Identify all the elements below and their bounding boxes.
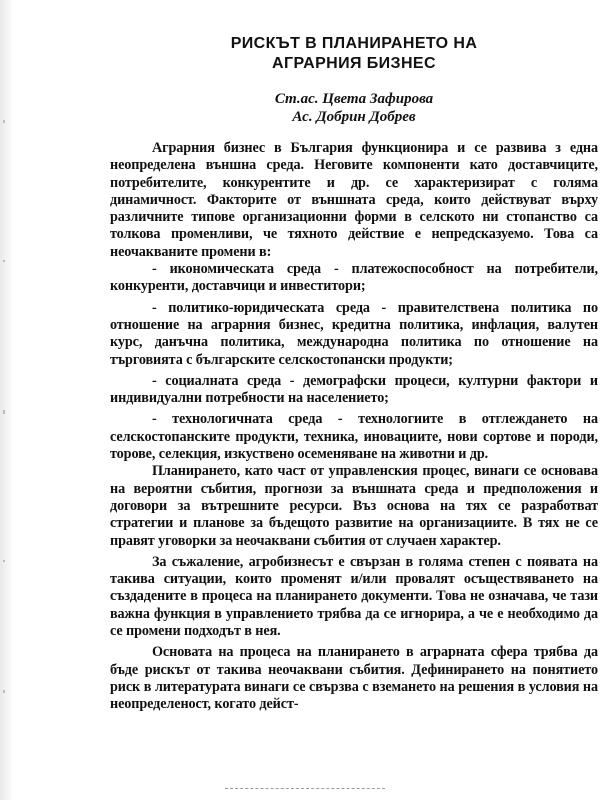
authors-block: [110, 90, 598, 126]
list-item-economic: - икономическата среда - платежоспособност на потребители, конкуренти, доставчици и инвеститори;: [110, 261, 598, 295]
list-item-social: - социалната среда - демографски процеси, културни фактори и индивидуални потребности на населението;: [110, 372, 598, 407]
page-bottom-artifact: [225, 788, 385, 791]
author-1: Ст.ас. Цвета Зафирова: [274, 91, 434, 107]
author-2: Ас. Добрин Добрев: [292, 109, 416, 125]
document-page: [110, 34, 598, 714]
body-text: [110, 140, 598, 714]
paragraph-planning: Планирането, като част от управленския процес, винаги се основава на вероятни събития, прогнози за външната среда и предположения и договори за вътрешните ресурси. Въз основа на тях се разработват стратегии и планове за бъдещото развитие на организациите. В тях не се правят уговорки за неочаквани събития от случаен характер.: [110, 463, 598, 549]
paragraph-agribusiness: За съжаление, агробизнесът е свързан в голяма степен с появата на такива ситуации, които променят и/или провалят осъществяването на създадените в процеса на планирането документи. Това не означава, че тази важна функция в управлението трябва да се игнорира, а че е необходимо да се промени подходът в нея.: [110, 553, 598, 640]
document-title: [110, 34, 598, 74]
list-item-technological: - технологичната среда - технологиите в отглеждането на селскостопанските продукти, техника, иновациите, нови сортове и породи, торове, селекция, изкуствено осеменяване на животни и др.: [110, 411, 598, 463]
paragraph-risk-basis: Основата на процеса на планирането в аграрната сфера трябва да бъде рискът от такива неочаквани събития. Дефинирането на понятието риск в литературата винаги се свързва с вземането на решения в условия на неопределеност, когато дейст-: [110, 644, 598, 713]
title-line-1: РИСКЪТ В ПЛАНИРАНЕТО НА: [230, 35, 478, 52]
title-line-2: АГРАРНИЯ БИЗНЕС: [272, 55, 436, 72]
list-item-political-legal: - политико-юридическата среда - правителствена политика по отношение на аграрния бизнес, кредитна политика, инфлация, валутен курс, данъчна политика, международна политика по отношение на търговията с българските селскостопански продукти;: [110, 299, 598, 368]
scan-margin: [0, 0, 14, 800]
paragraph-intro: Аграрния бизнес в България функционира и се развива з една неопределена външна среда. Неговите компоненти като доставчиците, потребителите, конкурентите и др. се характеризират с голяма динамичност. Факторите от външната среда, които действуват върху различните типове организационни форми в селското ни стопанство са толкова променливи, че тяхното действие е непредсказуемо. Това са неочакваните промени в:: [110, 140, 598, 260]
factor-list: [110, 261, 598, 463]
